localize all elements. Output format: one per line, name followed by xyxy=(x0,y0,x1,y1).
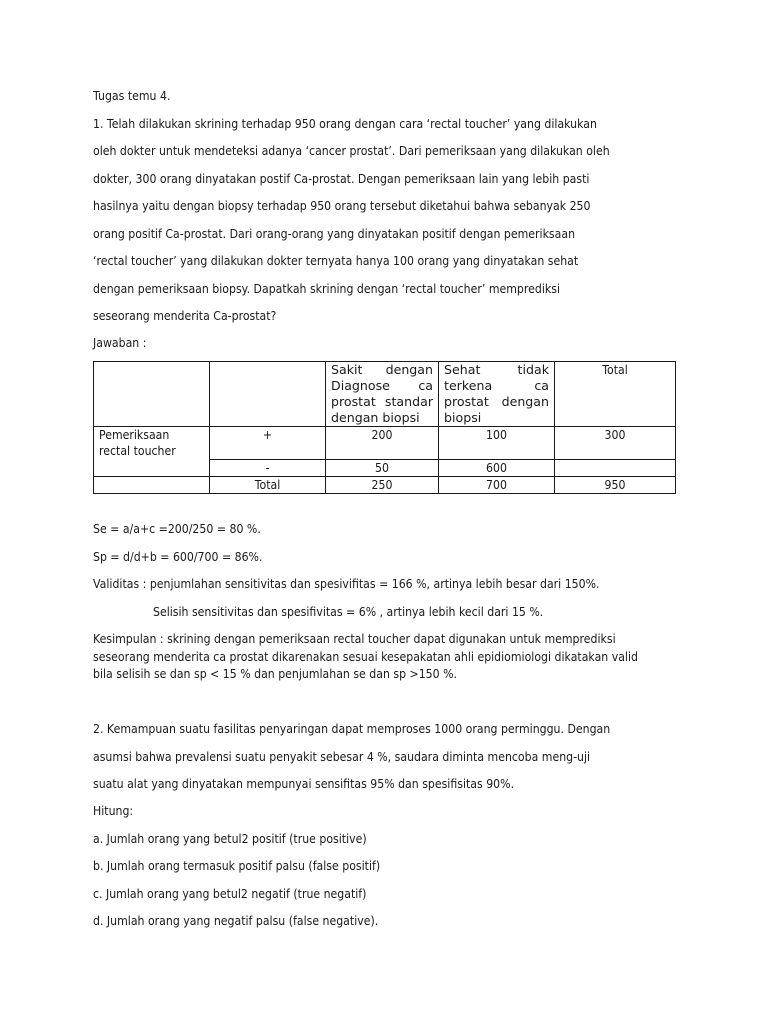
row-label-line: Pemeriksaan xyxy=(99,427,170,442)
hitung-item: c. Jumlah orang yang betul2 negatif (true negatif) xyxy=(93,886,367,901)
contingency-table xyxy=(93,361,676,494)
cell-total: 950 xyxy=(555,477,676,494)
header-word: standar xyxy=(384,394,433,409)
formula-validity: Validitas : penjumlahan sensitivitas dan spesivifitas = 166 %, artinya lebih besar dari 150%. xyxy=(93,576,600,591)
header-word: Sehat xyxy=(444,362,481,377)
header-word: prostat xyxy=(331,394,376,409)
cell-healthy: 600 xyxy=(439,460,555,477)
answer-label: Jawaban : xyxy=(93,335,147,350)
q2-text-line: suatu alat yang dinyatakan mempunyai sensifitas 95% dan spesifisitas 90%. xyxy=(93,776,515,791)
formula-specificity: Sp = d/d+b = 600/700 = 86%. xyxy=(93,549,263,564)
cell-healthy: 100 xyxy=(439,427,555,460)
q1-text-line: ‘rectal toucher’ yang dilakukan dokter ternyata hanya 100 orang yang dinyatakan sehat xyxy=(93,253,579,268)
cell-total xyxy=(555,460,676,477)
q2-text-line: asumsi bahwa prevalensi suatu penyakit sebesar 4 %, saudara diminta mencoba meng-uji xyxy=(93,749,591,764)
table-total-row xyxy=(94,477,676,494)
header-word: terkena xyxy=(444,378,493,393)
hitung-item: b. Jumlah orang termasuk positif palsu (false positif) xyxy=(93,858,381,873)
header-word: dengan xyxy=(385,362,433,377)
header-healthy-biopsy xyxy=(439,362,555,427)
conclusion-line: Kesimpulan : skrining dengan pemeriksaan rectal toucher dapat digunakan untuk memprediksi xyxy=(93,631,616,646)
conclusion-line: seseorang menderita ca prostat dikarenakan sesuai kesepakatan ahli epidiomiologi dikatakan valid xyxy=(93,649,638,664)
cell-sick: 250 xyxy=(326,477,439,494)
q1-text-line: 1. Telah dilakukan skrining terhadap 950 orang dengan cara ‘rectal toucher’ yang dilakukan xyxy=(93,116,597,131)
row-label-line: rectal toucher xyxy=(99,443,176,458)
row-sign: + xyxy=(210,427,326,460)
row-sign: - xyxy=(210,460,326,477)
empty-cell xyxy=(94,477,210,494)
header-word: prostat xyxy=(444,394,489,409)
cell-total: 300 xyxy=(555,427,676,460)
header-word: Diagnose xyxy=(331,378,390,393)
q1-text-line: oleh dokter untuk mendeteksi adanya ‘cancer prostat’. Dari pemeriksaan yang dilakukan oleh xyxy=(93,143,610,158)
cell-healthy: 700 xyxy=(439,477,555,494)
header-word: ca xyxy=(534,378,549,393)
empty-cell xyxy=(210,362,326,427)
formula-difference: Selisih sensitivitas dan spesifivitas = 6% , artinya lebih kecil dari 15 %. xyxy=(153,604,544,619)
q1-text-line: dengan pemeriksaan biopsy. Dapatkah skrining dengan ‘rectal toucher’ memprediksi xyxy=(93,281,560,296)
q1-text-line: orang positif Ca-prostat. Dari orang-orang yang dinyatakan positif dengan pemeriksaan xyxy=(93,226,576,241)
table-header-row xyxy=(94,362,676,427)
header-sick-biopsy xyxy=(326,362,439,427)
conclusion-line: bila selisih se dan sp < 15 % dan penjumlahan se dan sp >150 %. xyxy=(93,666,457,681)
cell-sick: 200 xyxy=(326,427,439,460)
header-word: dengan xyxy=(501,394,549,409)
formula-sensitivity: Se = a/a+c =200/250 = 80 %. xyxy=(93,521,261,536)
header-word: ca xyxy=(418,378,433,393)
header-word: Sakit xyxy=(331,362,363,377)
q1-text-line: hasilnya yaitu dengan biopsy terhadap 950 orang tersebut diketahui bahwa sebanyak 250 xyxy=(93,198,591,213)
header-word: tidak xyxy=(517,362,549,377)
header-word: biopsi xyxy=(444,410,482,425)
hitung-label: Hitung: xyxy=(93,803,134,818)
table-row xyxy=(94,427,676,460)
q1-text-line: seseorang menderita Ca-prostat? xyxy=(93,308,277,323)
row-label-rectal-toucher xyxy=(94,427,210,477)
empty-cell xyxy=(94,362,210,427)
assignment-title: Tugas temu 4. xyxy=(93,88,171,103)
header-word: dengan biopsi xyxy=(331,410,420,425)
cell-sick: 50 xyxy=(326,460,439,477)
q1-text-line: dokter, 300 orang dinyatakan postif Ca-prostat. Dengan pemeriksaan lain yang lebih pasti xyxy=(93,171,590,186)
row-sign: Total xyxy=(210,477,326,494)
hitung-item: a. Jumlah orang yang betul2 positif (true positive) xyxy=(93,831,367,846)
hitung-item: d. Jumlah orang yang negatif palsu (false negative). xyxy=(93,913,379,928)
header-total: Total xyxy=(555,362,676,427)
q2-text-line: 2. Kemampuan suatu fasilitas penyaringan dapat memproses 1000 orang perminggu. Dengan xyxy=(93,721,611,736)
